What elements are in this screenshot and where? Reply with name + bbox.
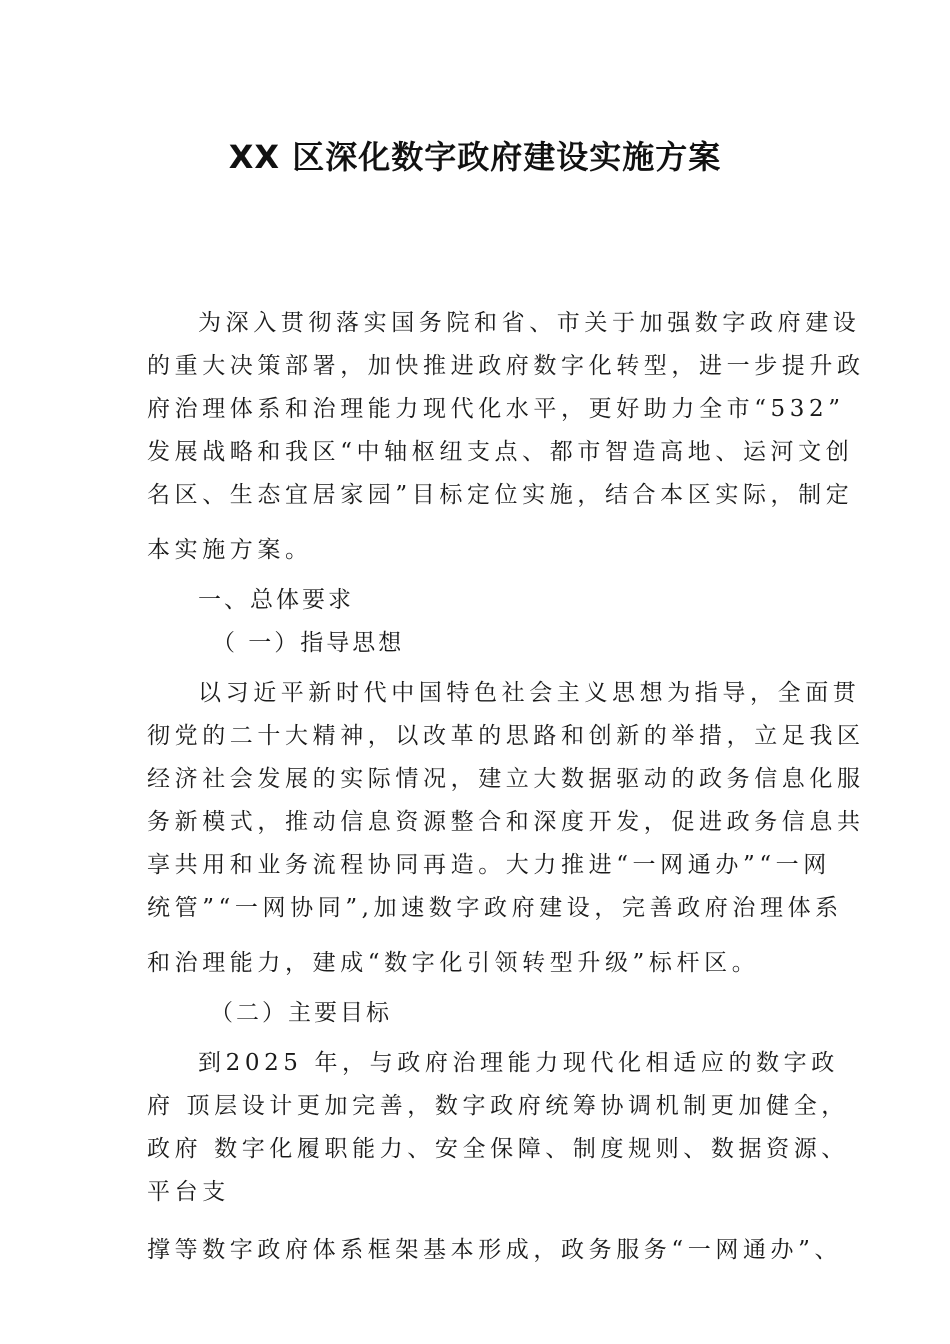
- paragraph-line: 撑等数字政府体系框架基本形成，政务服务“一网通办”、: [147, 1237, 843, 1263]
- paragraph-line: 发展战略和我区“中轴枢纽支点、都市智造高地、运河文创: [147, 439, 854, 465]
- paragraph-line: 享共用和业务流程协同再造。大力推进“一网通办”“一网: [147, 852, 831, 878]
- paragraph-line: 平台支: [147, 1179, 230, 1205]
- paragraph-line: 彻党的二十大精神，以改革的思路和创新的举措，立足我区: [147, 723, 865, 749]
- paragraph-line: 府 顶层设计更加完善，数字政府统筹协调机制更加健全，: [147, 1093, 849, 1119]
- paragraph-line: 以习近平新时代中国特色社会主义思想为指导，全面贯: [198, 680, 861, 706]
- paragraph-line: 名区、生态宜居家园”目标定位实施，结合本区实际，制定: [147, 482, 854, 508]
- paragraph-line: 本实施方案。: [147, 537, 313, 563]
- paragraph-line: 务新模式，推动信息资源整合和深度开发，促进政务信息共: [147, 809, 865, 835]
- paragraph-line: 和治理能力，建成“数字化引领转型升级”标杆区。: [147, 950, 760, 976]
- subsection-heading: （ 一）指导思想: [212, 630, 405, 656]
- section-heading: 一、总体要求: [198, 587, 354, 613]
- paragraph-line: 的重大决策部署，加快推进政府数字化转型，进一步提升政: [147, 353, 865, 379]
- paragraph-line: 政府 数字化履职能力、安全保障、制度规则、数据资源、: [147, 1136, 849, 1162]
- paragraph-line: 到2025 年，与政府治理能力现代化相适应的数字政: [198, 1050, 839, 1076]
- paragraph-line: 为深入贯彻落实国务院和省、市关于加强数字政府建设: [198, 310, 861, 336]
- paragraph-line: 经济社会发展的实际情况，建立大数据驱动的政务信息化服: [147, 766, 865, 792]
- paragraph-line: 府治理体系和治理能力现代化水平，更好助力全市“532”: [147, 396, 845, 422]
- paragraph-line: 统管”“一网协同”,加速数字政府建设，完善政府治理体系: [147, 895, 843, 921]
- subsection-heading: （二）主要目标: [210, 1000, 392, 1026]
- document-title: XX 区深化数字政府建设实施方案: [228, 138, 722, 176]
